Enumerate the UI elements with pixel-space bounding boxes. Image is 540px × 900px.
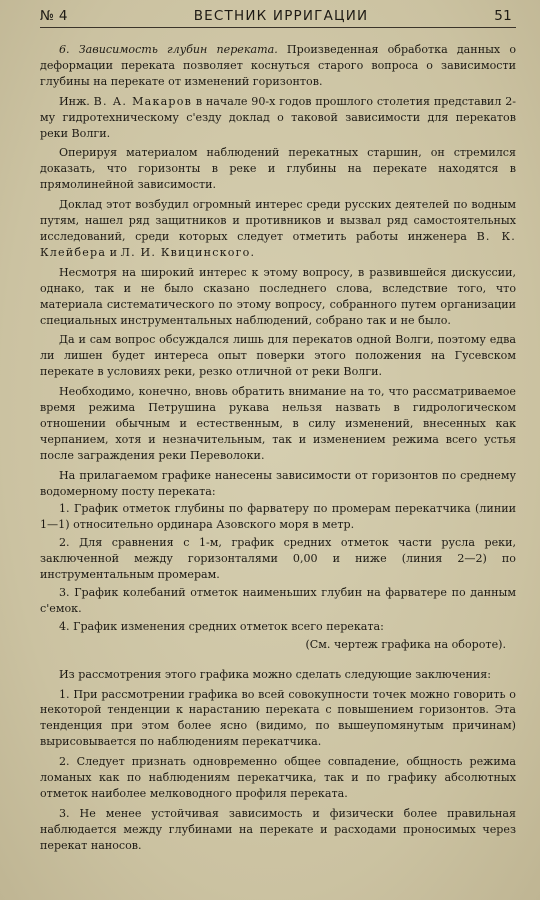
paragraph-graph-intro: На прилагаемом графике нанесены зависимости от горизонтов по среднему водомерному посту переката: xyxy=(40,468,516,498)
list-item-3: 3. График колебаний отметок наименьших глубин на фарватере по данным с'емок. xyxy=(40,586,516,615)
paragraph-text: Доклад этот возбудил огромный интерес среди русских деятелей по водным путям, нашел ряд защитников и противников и вызвал ряд самостоятельных исследований, среди которых следует отметить работы инженера xyxy=(40,198,516,243)
conclusion-2: 2. Следует признать одновременно общее совпадение, общность режима ломаных как по наблюдениям перекатчика, так и по графику абсолютных отметок наиболее мелководного профиля переката. xyxy=(40,755,516,800)
list-item-1: 1. График отметок глубины по фарватеру по промерам перекатчика (линии 1—1) относительно ординара Азовского моря в метр. xyxy=(40,502,516,532)
paragraph-text: Произведенная обработка данных о деформации переката позволяет коснуться старого вопроса о зависимости глубины на перекате от изменений горизонтов. xyxy=(40,43,516,88)
conclusion-3: 3. Не менее устойчивая зависимость и физически более правильная наблюдается между глубинами на перекате и расходами проносимых через перекат наносов. xyxy=(40,806,516,852)
list-item-2: 2. Для сравнения с 1-м, график средних отметок части русла реки, заключенной между горизонталями 0,00 и ниже (линия 2—2) по инструментальным промерам. xyxy=(40,536,516,582)
paragraph-text: Инж. xyxy=(59,94,94,108)
issue-number: № 4 xyxy=(40,8,68,24)
article-body xyxy=(40,42,516,854)
running-header xyxy=(40,8,516,28)
paragraph-observations: Оперируя материалом наблюдений перекатных старшин, он стремился доказать, что горизонты в реке и глубины на перекате находятся в прямолинейной зависимости. xyxy=(40,146,516,192)
paragraph-section-intro xyxy=(40,42,516,90)
paragraph-volga: Да и сам вопрос обсуждался лишь для перекатов одной Волги, поэтому едва ли лишен будет интереса опыт поверки этого положения на Гусевском перекате в условиях реки, резко отличной от реки Волги. xyxy=(40,333,516,379)
paragraph-conclusions-intro: Из рассмотрения этого графика можно сделать следующие заключения: xyxy=(59,667,492,681)
person-name: Л. И. Квицинского xyxy=(120,245,251,259)
figure-reference: (См. чертеж графика на обороте). xyxy=(305,637,506,651)
paragraph-makarov xyxy=(40,94,516,142)
paragraph-discussion: Несмотря на широкий интерес к этому вопросу, в развившейся дискуссии, однако, так и не было сказано последнего слова, вследствие того, что материала систематического по этому вопросу, собранного путем организации специальных инструментальных наблюдений, собрано так и не было. xyxy=(40,265,516,327)
page-number: 51 xyxy=(494,8,512,24)
journal-title: ВЕСТНИК ИРРИГАЦИИ xyxy=(193,8,369,24)
conclusion-1: 1. При рассмотрении графика во всей совокупности точек можно говорить о некоторой тенденции к нарастанию переката с повышением горизонтов. Эта тенденция при этом более ясно (видимо, по вышеупомянутым причинам) вырисовывается по наблюдениям перекатчика. xyxy=(40,687,516,749)
paragraph-text: . xyxy=(250,245,255,259)
section-heading: 6. Зависимость глубин переката. xyxy=(59,43,278,56)
paragraph-text: в начале 90-х годов прошлого столетия представил 2-му гидротехническому с'езду доклад о таковой зависимости для перекатов реки Волги. xyxy=(40,94,517,140)
list-item-4: 4. График изменения средних отметок всего переката: xyxy=(59,619,384,633)
paragraph-regime: Необходимо, конечно, вновь обратить внимание на то, что рассматриваемое время режима Петрушина рукава нельзя назвать в гидрологическом отношении обычным и естественным, в силу изменений, внесенных как черпанием, хотя и незначительным, так и изменением режима всего устья после заграждения реки Переволоки. xyxy=(40,385,516,462)
paragraph-text: и xyxy=(106,245,121,259)
person-name: В. К. Клейбера xyxy=(40,229,516,259)
person-name: В. А. Макаров xyxy=(93,94,193,108)
paragraph-report-interest xyxy=(40,197,516,261)
